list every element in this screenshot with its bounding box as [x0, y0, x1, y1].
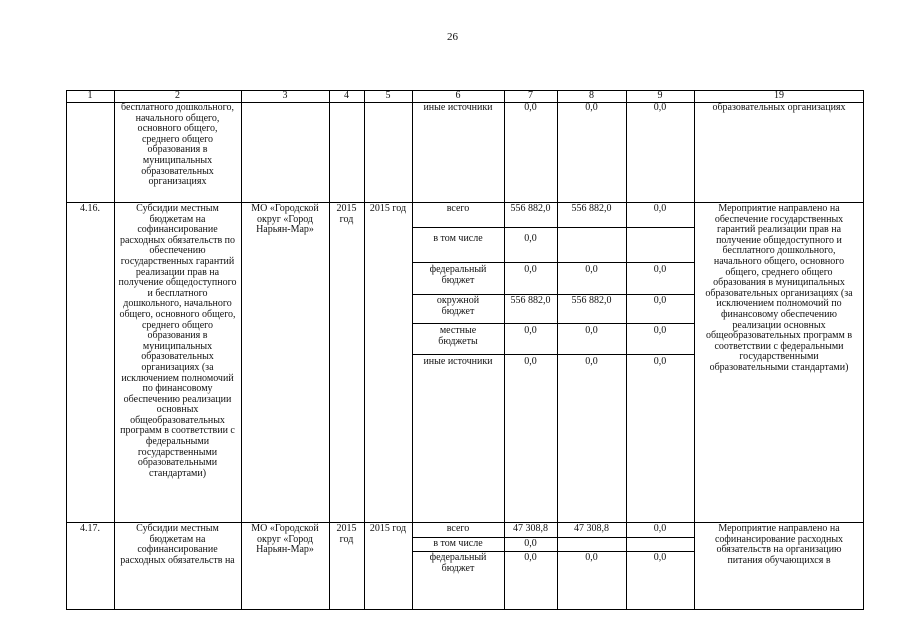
cont-name: бесплатного дошкольного, начального общего, основного общего, среднего общего образования в муниципальных образовательных организациях	[121, 102, 234, 188]
source-label: в том числе	[433, 538, 483, 549]
value-col7: 0,0	[524, 552, 537, 563]
cont-col7: 0,0	[524, 102, 537, 113]
header-col-19: 19	[774, 90, 784, 101]
value-col7: 556 882,0	[510, 295, 551, 306]
cont-source: иные источники	[423, 102, 493, 113]
year-end: 2015 год	[369, 203, 407, 214]
year-end: 2015 год	[369, 523, 407, 534]
measure-name: Субсидии местным бюджетам на софинансирование расходных обязательств по обеспечению государственных гарантий реализации прав на получение общедоступного и бесплатного дошкольного, начального общего, основного общего, среднего общего образования в муниципальных образовательных организациях (за исключением полномочий по финансовому обеспечению реализации основных общеобразовательных программ в соответствии с федеральными государственными образовательными стандартами)	[118, 203, 237, 479]
cont-note: образовательных организациях	[712, 102, 846, 113]
value-col8: 0,0	[585, 264, 598, 275]
source-label: в том числе	[433, 233, 483, 244]
value-col9: 0,0	[653, 203, 667, 214]
source-label: окружной бюджет	[436, 295, 480, 317]
value-col7: 556 882,0	[510, 203, 551, 214]
header-col-5: 5	[385, 90, 391, 101]
header-col-8: 8	[589, 90, 594, 101]
row-number: 4.17.	[80, 523, 100, 534]
value-col8: 0,0	[585, 552, 598, 563]
value-col8: 0,0	[585, 356, 598, 367]
value-col9: 0,0	[653, 325, 667, 336]
executor: МО «Городской округ «Город Нарьян-Мар»	[251, 203, 319, 236]
value-col7: 0,0	[524, 356, 537, 367]
source-label: федеральный бюджет	[429, 264, 487, 286]
header-col-1: 1	[87, 90, 93, 101]
source-label: местные бюджеты	[438, 325, 478, 347]
row-number: 4.16.	[80, 203, 100, 214]
source-label: федеральный бюджет	[429, 552, 487, 574]
header-col-6: 6	[455, 90, 461, 101]
value-col7: 47 308,8	[513, 523, 548, 534]
page-number: 26	[447, 31, 458, 43]
header-col-3: 3	[282, 90, 288, 101]
budget-table	[66, 90, 864, 610]
source-label: иные источники	[423, 356, 493, 367]
value-col9: 0,0	[653, 356, 667, 367]
header-col-7: 7	[528, 90, 533, 101]
source-label: всего	[446, 523, 470, 534]
year-start: 2015 год	[336, 523, 357, 545]
value-col9: 0,0	[653, 552, 667, 563]
measure-note: Мероприятие направлено на софинансирование расходных обязательств на организацию питания обучающихся в	[714, 523, 844, 566]
year-start: 2015 год	[336, 203, 357, 225]
executor: МО «Городской округ «Город Нарьян-Мар»	[251, 523, 319, 556]
value-col7: 0,0	[524, 264, 537, 275]
header-col-9: 9	[657, 90, 663, 101]
cont-col9: 0,0	[653, 102, 667, 113]
measure-note: Мероприятие направлено на обеспечение государственных гарантий реализации прав на получение общедоступного и бесплатного дошкольного, начального общего, основного общего, среднего общего образования в муниципальных образовательных организациях (за исключением полномочий по финансовому обеспечению реализации основных общеобразовательных программ в соответствии с федеральными государственными образовательными стандартами)	[705, 203, 853, 373]
value-col8: 47 308,8	[574, 523, 609, 534]
measure-name: Субсидии местным бюджетам на софинансирование расходных обязательств на	[120, 523, 235, 566]
value-col7: 0,0	[524, 538, 537, 549]
cont-col8: 0,0	[585, 102, 598, 113]
source-label: всего	[446, 203, 470, 214]
header-col-2: 2	[175, 90, 180, 101]
value-col9: 0,0	[653, 295, 667, 306]
header-col-4: 4	[344, 90, 349, 101]
value-col9: 0,0	[653, 264, 667, 275]
value-col8: 556 882,0	[571, 295, 612, 306]
value-col7: 0,0	[524, 325, 537, 336]
value-col7: 0,0	[524, 233, 537, 244]
value-col9: 0,0	[653, 523, 667, 534]
value-col8: 556 882,0	[571, 203, 612, 214]
value-col8: 0,0	[585, 325, 598, 336]
